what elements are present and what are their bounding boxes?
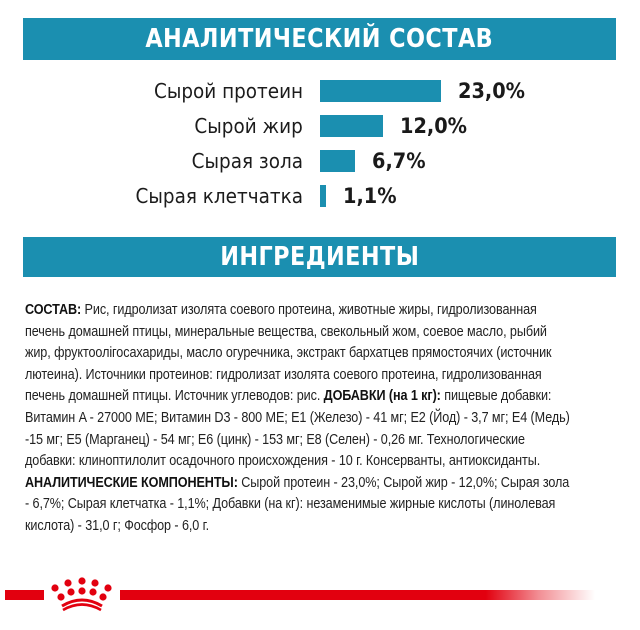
ingredients-heading: ДОБАВКИ (на 1 кг): <box>323 387 441 405</box>
ingredients-text: Витамин A - 27000 МЕ; Витамин D3 - 800 МЕ; E1 (Железо) - 41 мг; E2 (Йод) - 3,7 мг; E4 (Медь) <box>25 408 570 426</box>
ingredients-heading: АНАЛИТИЧЕСКИЕ КОМПОНЕНТЫ: <box>25 473 238 491</box>
ingredients-text: лютеина). Источники протеинов: гидролизат изолята соевого протеина, гидролизованная <box>25 365 542 383</box>
ingredients-text: кислота) - 31,0 г; Фосфор - 6,0 г. <box>25 516 210 534</box>
ingredients-line <box>25 321 547 343</box>
bar-value: 23,0% <box>458 79 526 103</box>
bar-row <box>0 150 640 172</box>
ingredients-line <box>25 450 541 472</box>
ingredients-line <box>25 493 556 515</box>
bar-label: Сырой протеин <box>153 79 303 103</box>
ingredients-text: жир, фруктоолігосахариды, масло огуречника, экстракт бархатцев прямостоячих (источник <box>25 344 552 362</box>
ingredients-text: добавки: клиноптилолит осадочного происхождения - 10 г. Консерванты, антиоксиданты. <box>25 452 541 470</box>
analytic-composition-banner <box>23 18 616 60</box>
ingredients-text: Сырой протеин - 23,0%; Сырой жир - 12,0%; Сырая зола <box>237 473 570 491</box>
bar <box>320 150 355 172</box>
ingredients-line <box>25 472 570 494</box>
bar <box>320 115 383 137</box>
analytic-composition-title: АНАЛИТИЧЕСКИЙ СОСТАВ <box>145 24 494 54</box>
bar-value: 6,7% <box>372 149 426 173</box>
ingredients-line <box>25 429 523 451</box>
royal-canin-crown-icon <box>48 574 118 614</box>
ingredients-title: ИНГРЕДИЕНТЫ <box>219 242 420 272</box>
ingredients-text: Рис, гидролизат изолята соевого протеина, животные жиры, гидролизованная <box>81 301 537 318</box>
bar-label: Сырая зола <box>191 149 303 173</box>
ingredients-line <box>25 299 537 321</box>
ingredients-line <box>25 407 570 429</box>
bar-row <box>0 185 640 207</box>
ingredients-text: -15 мг; E5 (Марганец) - 54 мг; E6 (цинк) - 153 мг; E8 (Селен) - 0,26 мг. Технологические <box>25 430 525 448</box>
brand-line-right <box>120 590 595 600</box>
ingredients-banner <box>23 237 616 277</box>
ingredients-text: пищевые добавки: <box>440 387 552 405</box>
ingredients-line <box>25 342 552 364</box>
ingredients-line <box>25 385 552 407</box>
bar-row <box>0 80 640 102</box>
ingredients-text-block <box>25 299 625 537</box>
bar-row <box>0 115 640 137</box>
ingredients-line <box>25 364 542 386</box>
ingredients-heading: СОСТАВ: <box>25 301 82 318</box>
ingredients-text: - 6,7%; Сырая клетчатка - 1,1%; Добавки (на кг): незаменимые жирные кислоты (линолевая <box>25 495 556 513</box>
bar-value: 12,0% <box>400 114 468 138</box>
bar-label: Сырая клетчатка <box>135 184 303 208</box>
bar-value: 1,1% <box>343 184 397 208</box>
ingredients-text: печень домашней птицы, минеральные вещества, свекольный жом, соевое масло, рыбий <box>25 322 547 340</box>
bar <box>320 80 441 102</box>
ingredients-line <box>25 515 523 537</box>
bar-label: Сырой жир <box>194 114 303 138</box>
bar <box>320 185 326 207</box>
brand-line-left <box>5 590 44 600</box>
ingredients-text: печень домашней птицы. Источник углеводов: рис. <box>25 387 324 405</box>
